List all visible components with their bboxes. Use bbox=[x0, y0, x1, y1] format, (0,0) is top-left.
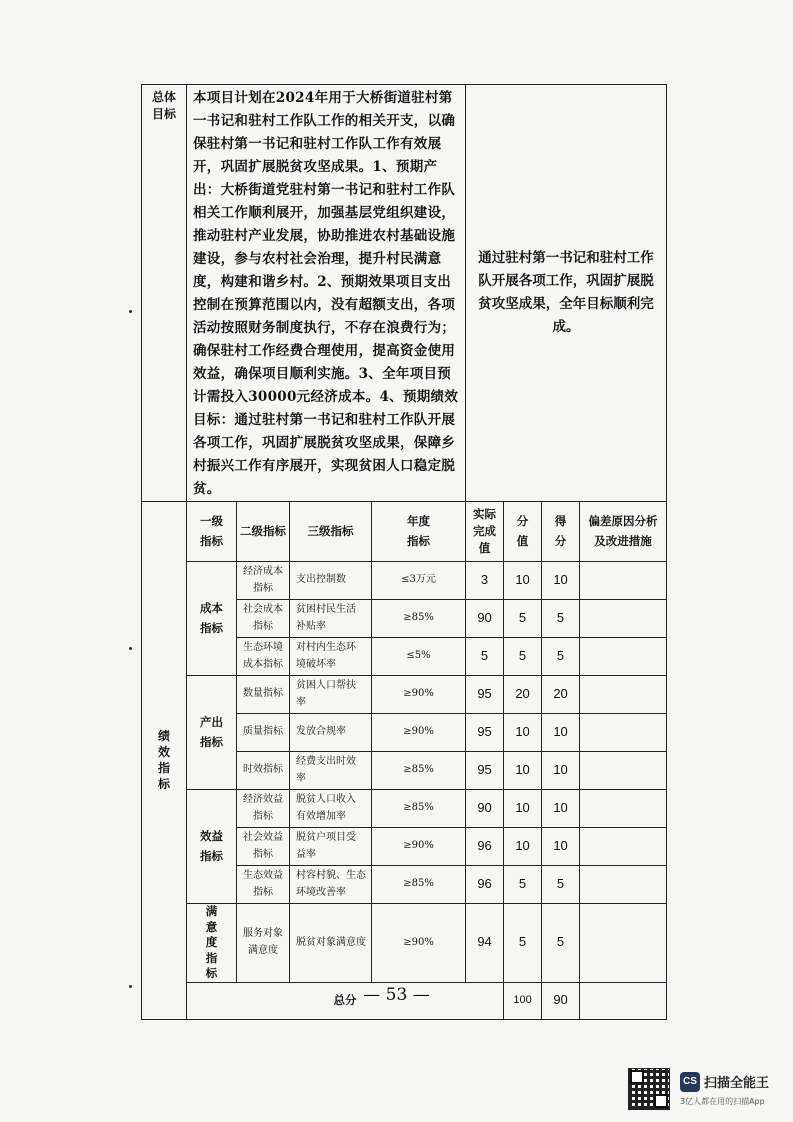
header-annual bbox=[372, 502, 466, 562]
row-deviation bbox=[580, 600, 667, 638]
scan-speck bbox=[129, 310, 132, 313]
page-number: — 53 — bbox=[363, 985, 430, 1005]
header-level3: 三级指标 bbox=[290, 502, 372, 562]
row-actual: 95 bbox=[466, 752, 504, 790]
row-level2 bbox=[237, 866, 290, 904]
row-deviation bbox=[580, 676, 667, 714]
row-level3 bbox=[290, 866, 372, 904]
row-score: 10 bbox=[542, 752, 580, 790]
row-level2 bbox=[237, 638, 290, 676]
row-actual: 95 bbox=[466, 676, 504, 714]
perf-indicator-label-text: 绩效指标 bbox=[157, 729, 170, 792]
header-level2: 二级指标 bbox=[237, 502, 290, 562]
row-annual: ≤3万元 bbox=[372, 562, 466, 600]
row-annual: ≥90% bbox=[372, 828, 466, 866]
header-actual-text: 实际完成值 bbox=[473, 507, 497, 555]
total-label: 总分 bbox=[187, 982, 504, 1019]
row-level2-text: 服务对象满意度 bbox=[243, 928, 283, 956]
total-full-score: 100 bbox=[504, 982, 542, 1019]
table-row bbox=[142, 790, 667, 828]
group-satisfaction-text: 满意度指标 bbox=[205, 904, 218, 981]
group-benefit-text: 效益指标 bbox=[200, 828, 223, 863]
row-level3 bbox=[290, 790, 372, 828]
row-level3-text: 脱贫人口收入有效增加率 bbox=[296, 794, 356, 822]
row-annual: ≥85% bbox=[372, 790, 466, 828]
row-actual: 96 bbox=[466, 828, 504, 866]
row-score-value: 5 bbox=[504, 638, 542, 676]
header-level1 bbox=[187, 502, 237, 562]
header-deviation-text: 偏差原因分析及改进措施 bbox=[588, 513, 658, 548]
row-level3-text: 经费支出时效率 bbox=[296, 756, 356, 784]
row-score: 5 bbox=[542, 904, 580, 983]
group-cost-text: 成本指标 bbox=[200, 600, 223, 635]
row-score: 5 bbox=[542, 866, 580, 904]
camscanner-watermark bbox=[628, 1068, 778, 1112]
perf-indicator-label bbox=[142, 502, 187, 1020]
row-annual: ≥85% bbox=[372, 752, 466, 790]
row-score-value: 10 bbox=[504, 828, 542, 866]
row-level2: 数量指标 bbox=[237, 676, 290, 714]
row-level2: 质量指标 bbox=[237, 714, 290, 752]
row-score-value: 5 bbox=[504, 904, 542, 983]
row-level3: 发放合规率 bbox=[290, 714, 372, 752]
row-score-value: 5 bbox=[504, 866, 542, 904]
row-actual: 90 bbox=[466, 600, 504, 638]
header-score-value bbox=[504, 502, 542, 562]
row-annual: ≥85% bbox=[372, 866, 466, 904]
row-level3: 支出控制数 bbox=[290, 562, 372, 600]
table-row bbox=[142, 562, 667, 600]
group-benefit bbox=[187, 790, 237, 904]
row-level3 bbox=[290, 752, 372, 790]
row-level3 bbox=[290, 638, 372, 676]
group-cost bbox=[187, 562, 237, 676]
row-deviation bbox=[580, 714, 667, 752]
watermark-title: 扫描全能王 bbox=[704, 1076, 770, 1091]
row-score: 10 bbox=[542, 562, 580, 600]
group-satisfaction bbox=[187, 904, 237, 983]
row-annual: ≥90% bbox=[372, 904, 466, 983]
row-annual: ≥90% bbox=[372, 714, 466, 752]
scan-speck bbox=[129, 647, 132, 650]
row-score: 10 bbox=[542, 828, 580, 866]
row-deviation bbox=[580, 638, 667, 676]
header-score-text: 得分 bbox=[554, 513, 567, 548]
group-output bbox=[187, 676, 237, 790]
row-level3 bbox=[290, 904, 372, 983]
overall-goal-summary: 通过驻村第一书记和驻村工作队开展各项工作，巩固扩展脱贫攻坚成果，全年目标顺利完成。 bbox=[466, 85, 667, 502]
row-score: 20 bbox=[542, 676, 580, 714]
row-level3-text: 脱贫对象满意度 bbox=[296, 936, 366, 948]
row-deviation bbox=[580, 790, 667, 828]
row-actual: 95 bbox=[466, 714, 504, 752]
row-actual: 3 bbox=[466, 562, 504, 600]
row-actual: 90 bbox=[466, 790, 504, 828]
overall-goal-text: 本项目计划在2024年用于大桥街道驻村第一书记和驻村工作队工作的相关开支，以确保驻村第一书记和驻村工作队工作有效展开，巩固扩展脱贫攻坚成果。1、预期产出：大桥街道党驻村第一书记和驻村工作队相关工作顺利展开，加强基层党组织建设，推动驻村产业发展，协助推进农村基础设施建设，参与农村社会治理，提升村民满意度，构建和谐乡村。2、预期效果项目支出控制在预算范围以内，没有超额支出，各项活动按照财务制度执行，不存在浪费行为；确保驻村工作经费合理使用，提高资金使用效益，确保项目顺利实施。3、全年项目预计需投入30000元经济成本。4、预期绩效目标：通过驻村第一书记和驻村工作队开展各项工作，巩固扩展脱贫攻坚成果，保障乡村振兴工作有序展开，实现贫困人口稳定脱贫。 bbox=[187, 85, 466, 502]
row-score: 5 bbox=[542, 600, 580, 638]
header-annual-text: 年度指标 bbox=[407, 513, 431, 548]
row-level3-text: 脱贫户项目受益率 bbox=[296, 832, 356, 860]
row-level2 bbox=[237, 600, 290, 638]
row-score-value: 10 bbox=[504, 790, 542, 828]
qr-code-icon bbox=[628, 1068, 670, 1110]
performance-table bbox=[141, 84, 667, 1020]
row-level2-text: 经济成本指标 bbox=[243, 566, 283, 594]
row-level3 bbox=[290, 676, 372, 714]
header-score-value-text: 分值 bbox=[516, 513, 529, 548]
row-deviation bbox=[580, 562, 667, 600]
table-row bbox=[142, 904, 667, 983]
overall-goal-label bbox=[142, 85, 187, 502]
row-score-value: 10 bbox=[504, 562, 542, 600]
row-level3-text: 对村内生态环境破坏率 bbox=[296, 642, 356, 670]
row-score-value: 10 bbox=[504, 714, 542, 752]
row-level2 bbox=[237, 562, 290, 600]
row-annual: ≤5% bbox=[372, 638, 466, 676]
row-deviation bbox=[580, 866, 667, 904]
row-actual: 94 bbox=[466, 904, 504, 983]
total-score: 90 bbox=[542, 982, 580, 1019]
row-deviation bbox=[580, 752, 667, 790]
row-level3-text: 贫困人口帮扶率 bbox=[296, 680, 356, 708]
row-level2 bbox=[237, 790, 290, 828]
overall-goal-label-line2: 目标 bbox=[151, 106, 176, 121]
row-score: 10 bbox=[542, 790, 580, 828]
row-actual: 96 bbox=[466, 866, 504, 904]
row-level2-text: 社会成本指标 bbox=[243, 604, 283, 632]
row-score-value: 20 bbox=[504, 676, 542, 714]
table-row bbox=[142, 676, 667, 714]
row-level2-text: 经济效益指标 bbox=[243, 794, 283, 822]
row-level3 bbox=[290, 600, 372, 638]
header-actual bbox=[466, 502, 504, 562]
header-score bbox=[542, 502, 580, 562]
row-deviation bbox=[580, 904, 667, 983]
row-actual: 5 bbox=[466, 638, 504, 676]
group-output-text: 产出指标 bbox=[200, 714, 223, 749]
header-deviation bbox=[580, 502, 667, 562]
row-level3-text: 村容村貌、生态环境改善率 bbox=[296, 870, 366, 898]
watermark-subtitle: 3亿人都在用的扫描App bbox=[680, 1097, 765, 1106]
row-deviation bbox=[580, 828, 667, 866]
row-annual: ≥90% bbox=[372, 676, 466, 714]
camscanner-logo-icon: CS bbox=[680, 1072, 700, 1092]
row-score-value: 5 bbox=[504, 600, 542, 638]
row-level2: 时效指标 bbox=[237, 752, 290, 790]
row-level2 bbox=[237, 904, 290, 983]
row-level2 bbox=[237, 828, 290, 866]
row-level2-text: 社会效益指标 bbox=[243, 832, 283, 860]
row-level2-text: 生态效益指标 bbox=[243, 870, 283, 898]
row-score-value: 10 bbox=[504, 752, 542, 790]
header-level1-text: 一级指标 bbox=[200, 513, 223, 548]
overall-goal-label-line1: 总体 bbox=[151, 90, 176, 104]
row-score: 5 bbox=[542, 638, 580, 676]
row-level2-text: 生态环境成本指标 bbox=[243, 642, 283, 670]
row-annual: ≥85% bbox=[372, 600, 466, 638]
row-score: 10 bbox=[542, 714, 580, 752]
row-level3 bbox=[290, 828, 372, 866]
row-level3-text: 贫困村民生活补贴率 bbox=[296, 604, 356, 632]
